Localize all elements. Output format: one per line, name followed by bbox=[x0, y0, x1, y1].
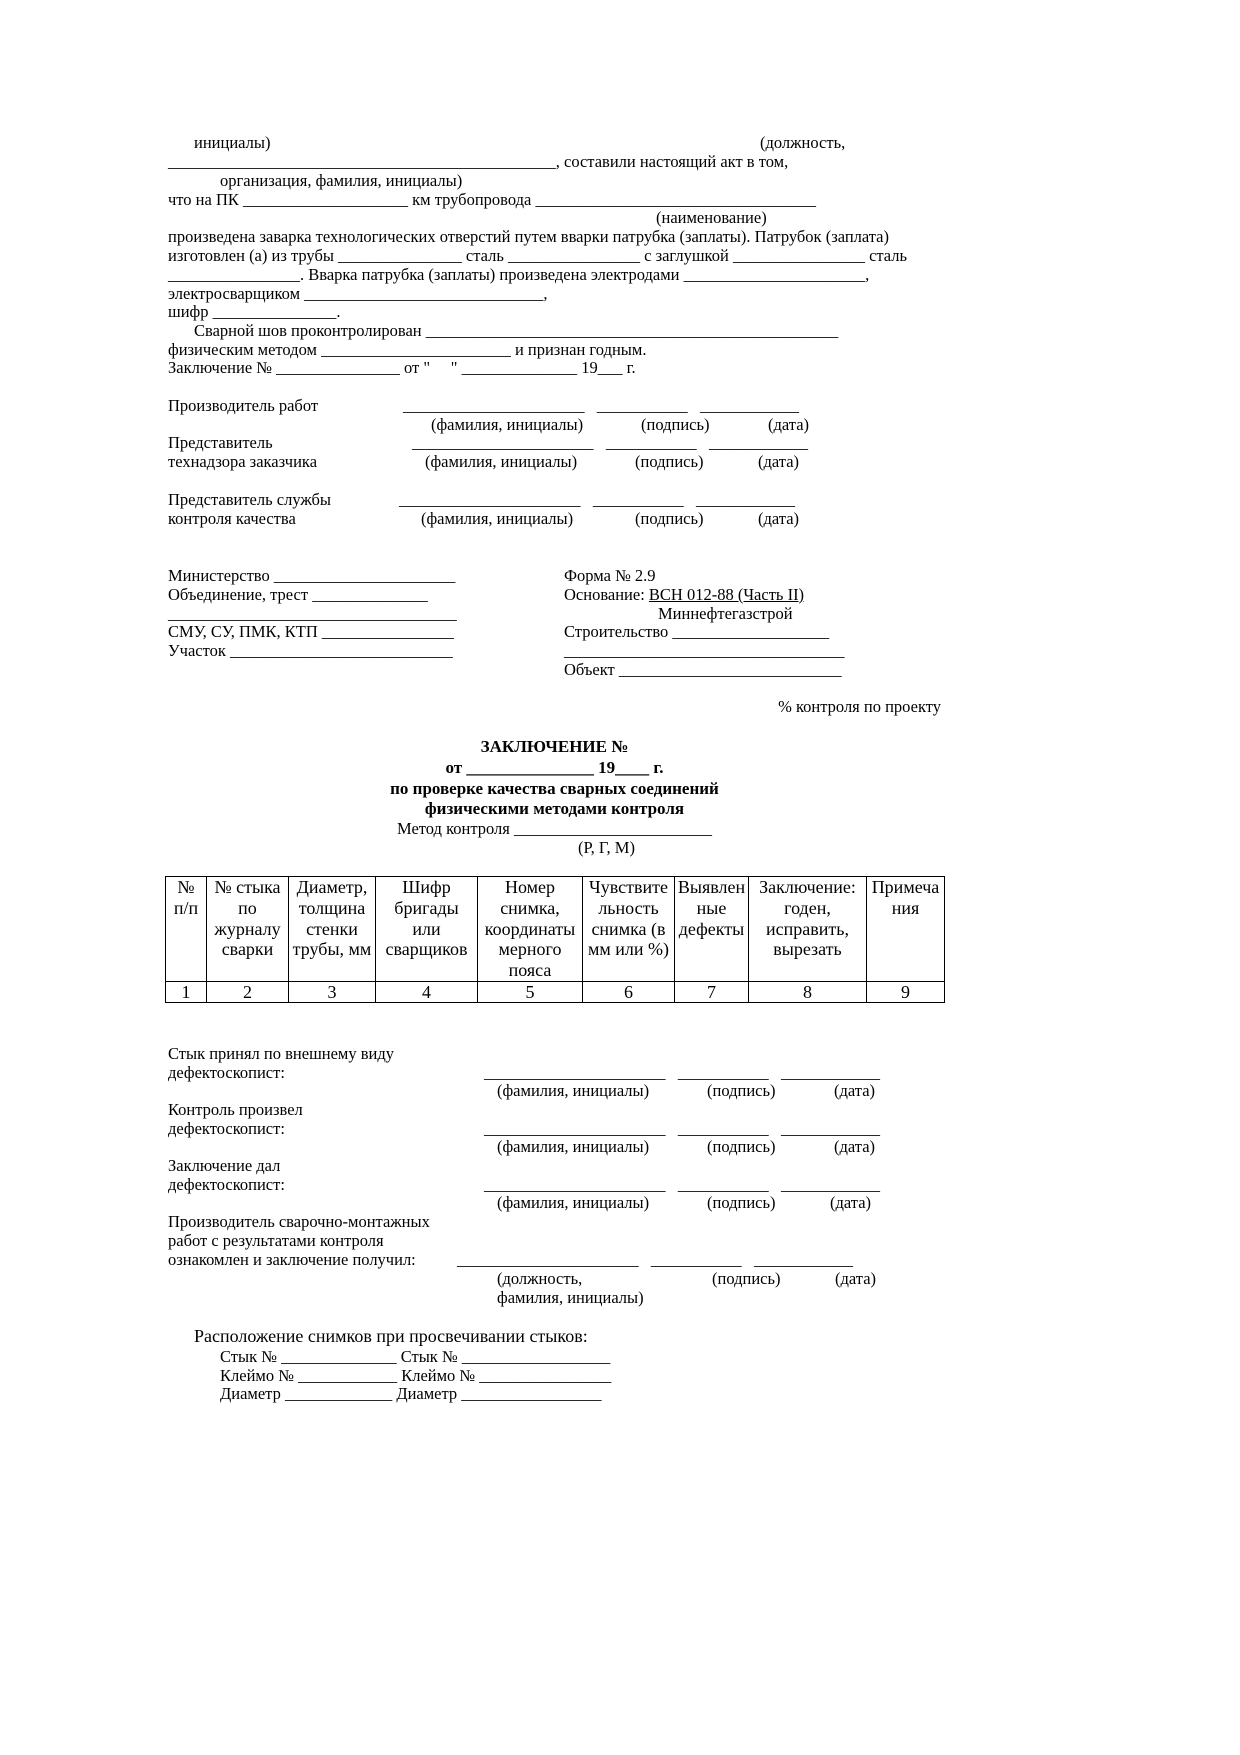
approval-conclusion-given: Заключение дал bbox=[168, 1156, 281, 1175]
approval-producer-line: работ с результатами контроля bbox=[168, 1231, 384, 1250]
form-number: Форма № 2.9 bbox=[564, 566, 656, 585]
caption-date: (дата) bbox=[830, 1193, 872, 1212]
column-number: 1 bbox=[166, 982, 207, 1003]
signature-blanks: ______________________ ___________ ____________ bbox=[457, 1250, 853, 1269]
column-header-sensitivity: Чувствительность снимка (в мм или %) bbox=[583, 877, 675, 982]
column-header-film-number: Номер снимка, координаты мерного пояса bbox=[478, 877, 583, 982]
caption-signature: (подпись) bbox=[707, 1193, 776, 1212]
signature-label-customer-rep: Представитель bbox=[168, 433, 273, 452]
inspection-results-table bbox=[165, 876, 945, 1003]
form-basis-document: ВСН 012-88 (Часть II) bbox=[648, 585, 805, 604]
header-ministry: Министерство ______________________ bbox=[168, 566, 456, 585]
signature-label-customer-supervision: технадзора заказчика bbox=[168, 452, 318, 471]
caption-name: (фамилия, инициалы) bbox=[431, 415, 584, 434]
caption-date: (дата) bbox=[758, 509, 800, 528]
form-basis-label: Основание: bbox=[564, 585, 649, 604]
act-line-physical-method: физическим методом _______________________ и признан годным. bbox=[168, 340, 647, 359]
act-line-welder: электросварщиком _____________________________, bbox=[168, 284, 548, 303]
act-line-name-hint: (наименование) bbox=[656, 208, 767, 227]
conclusion-date: от _______________ 19____ г. bbox=[445, 758, 664, 777]
act-line-position-hint: (должность, bbox=[760, 133, 846, 152]
column-header-conclusion: Заключение: годен, исправить, вырезать bbox=[749, 877, 867, 982]
act-line-seam-checked: Сварной шов проконтролирован __________________________________________________ bbox=[194, 321, 839, 340]
caption-position: (должность, bbox=[497, 1269, 583, 1288]
column-header-index: № п/п bbox=[166, 877, 207, 982]
caption-name: (фамилия, инициалы) bbox=[421, 509, 574, 528]
approval-producer-line: Производитель сварочно-монтажных bbox=[168, 1212, 430, 1231]
caption-signature: (подпись) bbox=[707, 1081, 776, 1100]
column-number: 5 bbox=[478, 982, 583, 1003]
control-method: Метод контроля ________________________ bbox=[397, 819, 712, 838]
act-line-initials: инициалы) bbox=[194, 133, 271, 152]
column-header-crew-cipher: Шифр бригады или сварщиков bbox=[376, 877, 478, 982]
column-number: 7 bbox=[675, 982, 749, 1003]
conclusion-subtitle: по проверке качества сварных соединений bbox=[390, 779, 719, 798]
signature-label-work-producer: Производитель работ bbox=[168, 396, 319, 415]
form-object: Объект ___________________________ bbox=[564, 660, 842, 679]
header-unit: СМУ, СУ, ПМК, КТП ________________ bbox=[168, 622, 454, 641]
caption-date: (дата) bbox=[835, 1269, 877, 1288]
caption-name: (фамилия, инициалы) bbox=[425, 452, 578, 471]
column-number: 2 bbox=[207, 982, 289, 1003]
act-line-pipe-material: изготовлен (а) из трубы _______________ сталь ________________ с заглушкой ________________ сталь bbox=[168, 246, 908, 265]
column-number: 4 bbox=[376, 982, 478, 1003]
approval-producer-line: ознакомлен и заключение получил: bbox=[168, 1250, 416, 1269]
column-header-joint-number: № стыка по журналу сварки bbox=[207, 877, 289, 982]
signature-blanks: ______________________ ___________ ____________ bbox=[403, 396, 799, 415]
column-number: 3 bbox=[289, 982, 376, 1003]
column-number: 6 bbox=[583, 982, 675, 1003]
signature-blanks: ______________________ ___________ ____________ bbox=[399, 490, 795, 509]
approval-inspector-label: дефектоскопист: bbox=[168, 1063, 285, 1082]
column-header-defects: Выявленные дефекты bbox=[675, 877, 749, 982]
header-section: Участок ___________________________ bbox=[168, 641, 453, 660]
caption-name: (фамилия, инициалы) bbox=[497, 1081, 650, 1100]
film-layout-title: Расположение снимков при просвечивании стыков: bbox=[194, 1326, 588, 1346]
caption-signature: (подпись) bbox=[707, 1137, 776, 1156]
caption-position-name: фамилия, инициалы) bbox=[497, 1288, 644, 1307]
form-construction-blank: __________________________________ bbox=[564, 641, 845, 660]
header-association: Объединение, трест ______________ bbox=[168, 585, 428, 604]
film-layout-joint: Стык № ______________ Стык № __________________ bbox=[220, 1347, 611, 1366]
table-header-row bbox=[166, 877, 945, 982]
act-line-pipeline-km: что на ПК ____________________ км трубопровода __________________________________ bbox=[168, 190, 816, 209]
header-blank-line: ___________________________________ bbox=[168, 604, 457, 623]
caption-name: (фамилия, инициалы) bbox=[497, 1137, 650, 1156]
column-header-diameter: Диаметр, толщина стенки трубы, мм bbox=[289, 877, 376, 982]
form-ministry-name: Миннефтегазстрой bbox=[658, 604, 793, 623]
signature-blanks: ______________________ ___________ ____________ bbox=[412, 433, 808, 452]
approval-control-done: Контроль произвел bbox=[168, 1100, 303, 1119]
signature-label-qc-rep: Представитель службы bbox=[168, 490, 332, 509]
caption-signature: (подпись) bbox=[635, 452, 704, 471]
film-layout-stamp: Клеймо № ____________ Клеймо № ________________ bbox=[220, 1366, 612, 1385]
act-line-composed: _______________________________________________, составили настоящий акт в том, bbox=[168, 152, 789, 171]
conclusion-title: ЗАКЛЮЧЕНИЕ № bbox=[480, 737, 629, 756]
act-line-welding-done: произведена заварка технологических отверстий путем вварки патрубка (заплаты). Патрубок (заплата) bbox=[168, 227, 890, 246]
approval-inspector-label: дефектоскопист: bbox=[168, 1119, 285, 1138]
act-line-conclusion-number: Заключение № _______________ от " " ______________ 19___ г. bbox=[168, 358, 636, 377]
control-method-hint: (Р, Г, М) bbox=[578, 838, 635, 857]
conclusion-subtitle: физическими методами контроля bbox=[424, 799, 685, 818]
act-line-electrodes: ________________. Вварка патрубка (заплаты) произведена электродами ______________________, bbox=[168, 265, 870, 284]
column-numbering-row bbox=[166, 982, 945, 1003]
column-header-notes: Примечания bbox=[867, 877, 945, 982]
signature-blanks: ______________________ ___________ ____________ bbox=[484, 1119, 880, 1138]
signature-blanks: ______________________ ___________ ____________ bbox=[484, 1063, 880, 1082]
act-line-cipher: шифр _______________. bbox=[168, 302, 341, 321]
signature-blanks: ______________________ ___________ ____________ bbox=[484, 1175, 880, 1194]
signature-label-qc-service: контроля качества bbox=[168, 509, 296, 528]
caption-signature: (подпись) bbox=[635, 509, 704, 528]
form-basis bbox=[564, 585, 804, 604]
form-construction: Строительство ___________________ bbox=[564, 622, 830, 641]
approval-visual-accept: Стык принял по внешнему виду bbox=[168, 1044, 395, 1063]
column-number: 9 bbox=[867, 982, 945, 1003]
caption-signature: (подпись) bbox=[712, 1269, 781, 1288]
approval-inspector-label: дефектоскопист: bbox=[168, 1175, 285, 1194]
caption-date: (дата) bbox=[834, 1081, 876, 1100]
control-percent-label: % контроля по проекту bbox=[778, 697, 941, 716]
caption-date: (дата) bbox=[834, 1137, 876, 1156]
caption-name: (фамилия, инициалы) bbox=[497, 1193, 650, 1212]
caption-signature: (подпись) bbox=[641, 415, 710, 434]
film-layout-diameter: Диаметр _____________ Диаметр _________________ bbox=[220, 1384, 602, 1403]
caption-date: (дата) bbox=[768, 415, 810, 434]
caption-date: (дата) bbox=[758, 452, 800, 471]
column-number: 8 bbox=[749, 982, 867, 1003]
act-line-organization-hint: организация, фамилия, инициалы) bbox=[220, 171, 463, 190]
